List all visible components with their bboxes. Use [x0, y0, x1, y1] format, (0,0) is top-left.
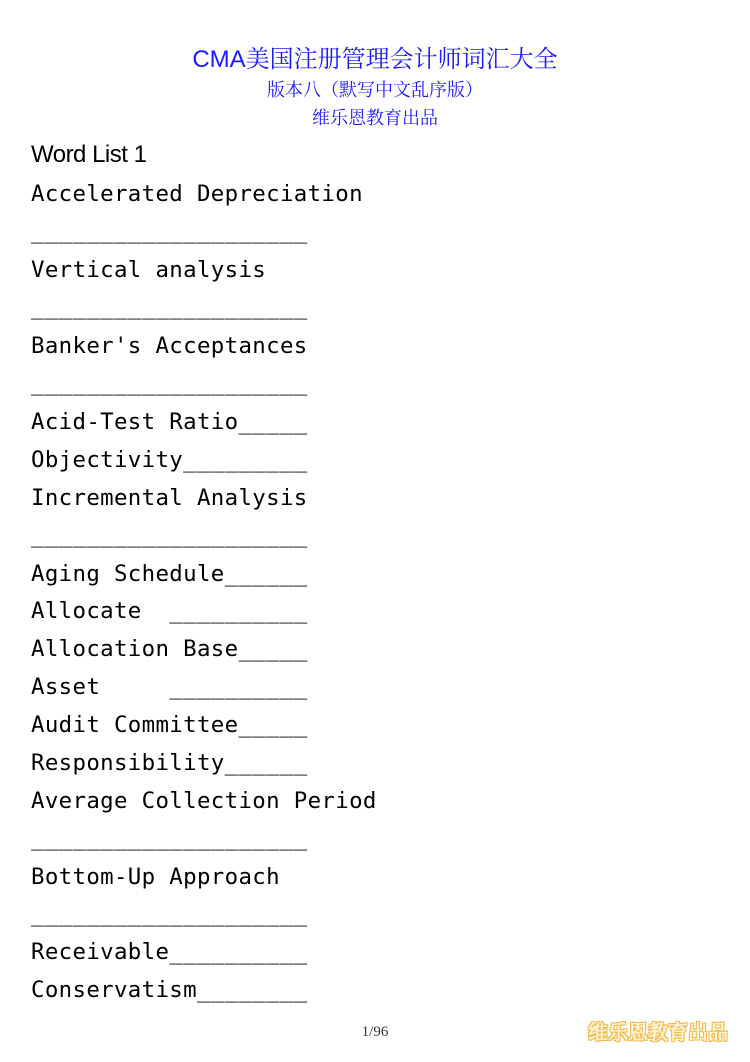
word-line: Responsibility______ — [31, 750, 308, 776]
word-line: Banker's Acceptances — [31, 333, 308, 359]
document-title: CMA美国注册管理会计师词汇大全 — [192, 46, 558, 73]
word-line: Objectivity_________ — [31, 447, 308, 473]
blank-line: ____________________ — [31, 294, 308, 320]
blank-line: ____________________ — [31, 370, 308, 396]
blank-line: ____________________ — [31, 218, 308, 244]
word-line: Vertical analysis — [31, 257, 267, 283]
word-line: Average Collection Period — [31, 788, 377, 814]
word-line: Aging Schedule______ — [31, 561, 308, 587]
blank-line: ____________________ — [31, 825, 308, 851]
publisher-line: 维乐恩教育出品 — [312, 108, 438, 129]
word-line: Allocation Base_____ — [31, 636, 308, 662]
word-line: Conservatism________ — [31, 977, 308, 1003]
word-list-heading: Word List 1 — [31, 141, 147, 168]
document-subtitle: 版本八（默写中文乱序版） — [267, 80, 483, 101]
word-line: Receivable__________ — [31, 939, 308, 965]
word-line: Acid-Test Ratio_____ — [31, 409, 308, 435]
word-line: Incremental Analysis — [31, 485, 308, 511]
word-line: Accelerated Depreciation — [31, 181, 363, 207]
page-number: 1/96 — [361, 1024, 389, 1040]
word-line: Bottom-Up Approach — [31, 864, 280, 890]
word-line: Allocate __________ — [31, 598, 308, 624]
word-line: Audit Committee_____ — [31, 712, 308, 738]
watermark-logo: 维乐恩教育出品 — [588, 1020, 728, 1044]
blank-line: ____________________ — [31, 522, 308, 548]
blank-line: ____________________ — [31, 901, 308, 927]
word-line: Asset __________ — [31, 674, 308, 700]
